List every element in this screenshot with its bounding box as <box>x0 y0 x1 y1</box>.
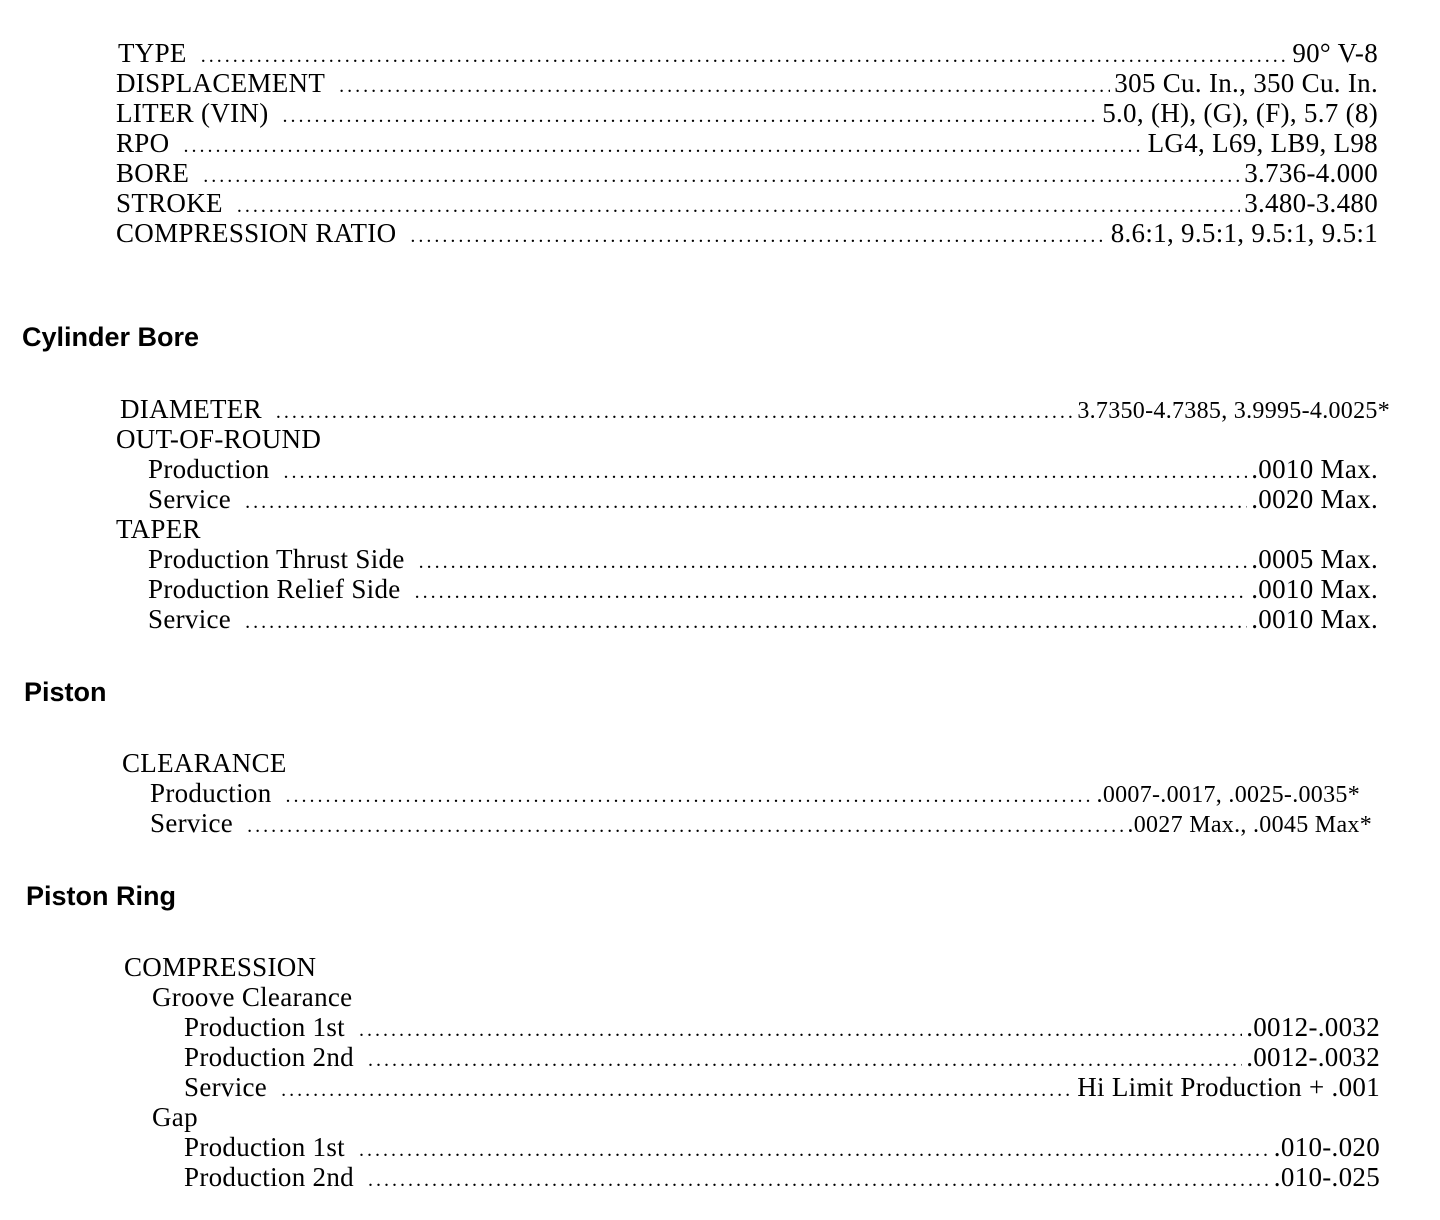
dot-leader <box>237 191 1240 221</box>
spec-label: Service <box>148 604 232 634</box>
dot-leader <box>201 41 1289 71</box>
dot-leader <box>283 101 1099 131</box>
spec-value: 3.736-4.000 <box>1244 158 1378 188</box>
spec-value: .0012-.0032 <box>1246 1042 1380 1072</box>
spec-row-displacement <box>116 68 1378 98</box>
spec-row-taper-service <box>148 604 1378 634</box>
spec-label: COMPRESSION RATIO <box>116 218 397 248</box>
subheading-taper: TAPER <box>116 514 201 544</box>
dot-leader <box>281 1075 1073 1105</box>
spec-row-diameter <box>120 394 1390 424</box>
section-heading-cylinder-bore: Cylinder Bore <box>22 322 200 352</box>
subheading-groove-clearance: Groove Clearance <box>152 982 353 1012</box>
spec-label: Service <box>148 484 232 514</box>
spec-row-gap-production-1st <box>184 1132 1380 1162</box>
spec-label: STROKE <box>116 188 223 218</box>
spec-label: Production Thrust Side <box>148 544 405 574</box>
dot-leader <box>359 1135 1270 1165</box>
spec-value: .0005 Max. <box>1251 544 1378 574</box>
spec-value: .010-.020 <box>1273 1132 1380 1162</box>
spec-value: .0027 Max., .0045 Max* <box>1127 812 1372 838</box>
subheading-compression: COMPRESSION <box>124 952 317 982</box>
spec-row-compression-ratio <box>116 218 1378 248</box>
dot-leader <box>415 577 1248 607</box>
spec-row-clearance-production <box>150 778 1360 808</box>
dot-leader <box>276 397 1073 427</box>
spec-value: 8.6:1, 9.5:1, 9.5:1, 9.5:1 <box>1110 218 1378 248</box>
spec-label: Production Relief Side <box>148 574 401 604</box>
spec-value: .010-.025 <box>1273 1162 1380 1192</box>
spec-row-gap-production-2nd <box>184 1162 1380 1192</box>
spec-label: Production 2nd <box>184 1042 354 1072</box>
spec-row-type <box>118 38 1378 68</box>
dot-leader <box>245 607 1247 637</box>
dot-leader <box>410 221 1106 251</box>
spec-value: .0010 Max. <box>1251 604 1378 634</box>
spec-value: Hi Limit Production + .001 <box>1077 1072 1380 1102</box>
spec-label: LITER (VIN) <box>116 98 269 128</box>
dot-leader <box>339 71 1110 101</box>
section-heading-piston-ring: Piston Ring <box>26 881 176 911</box>
spec-label: Service <box>150 808 234 838</box>
spec-row-oor-service <box>148 484 1378 514</box>
spec-label: Production <box>150 778 272 808</box>
spec-value: 305 Cu. In., 350 Cu. In. <box>1114 68 1378 98</box>
spec-row-taper-thrust <box>148 544 1378 574</box>
dot-leader <box>359 1015 1242 1045</box>
spec-label: Production <box>148 454 270 484</box>
dot-leader <box>284 457 1248 487</box>
dot-leader <box>183 131 1143 161</box>
dot-leader <box>247 811 1123 841</box>
spec-value: .0010 Max. <box>1251 454 1378 484</box>
spec-value: 90° V-8 <box>1292 38 1378 68</box>
spec-label: DISPLACEMENT <box>116 68 326 98</box>
spec-value: 3.7350-4.7385, 3.9995-4.0025* <box>1077 398 1390 424</box>
spec-label: BORE <box>116 158 190 188</box>
spec-row-rpo <box>116 128 1378 158</box>
spec-row-liter <box>116 98 1378 128</box>
dot-leader <box>286 781 1093 811</box>
spec-label: Service <box>184 1072 268 1102</box>
spec-row-groove-production-2nd <box>184 1042 1380 1072</box>
section-heading-piston: Piston <box>24 677 107 707</box>
dot-leader <box>368 1045 1242 1075</box>
spec-label: Production 2nd <box>184 1162 354 1192</box>
spec-row-stroke <box>116 188 1378 218</box>
spec-label: DIAMETER <box>120 394 262 424</box>
subheading-clearance: CLEARANCE <box>122 748 287 778</box>
subheading-gap: Gap <box>152 1102 198 1132</box>
spec-row-oor-production <box>148 454 1378 484</box>
dot-leader <box>419 547 1248 577</box>
spec-label: RPO <box>116 128 170 158</box>
spec-value: 3.480-3.480 <box>1244 188 1378 218</box>
spec-label: Production 1st <box>184 1132 345 1162</box>
spec-value: LG4, L69, LB9, L98 <box>1147 128 1378 158</box>
subheading-out-of-round: OUT-OF-ROUND <box>116 424 322 454</box>
spec-value: .0007-.0017, .0025-.0035* <box>1096 782 1360 808</box>
spec-row-bore <box>116 158 1378 188</box>
dot-leader <box>368 1165 1270 1195</box>
spec-value: .0012-.0032 <box>1246 1012 1380 1042</box>
spec-label: Production 1st <box>184 1012 345 1042</box>
spec-value: 5.0, (H), (G), (F), 5.7 (8) <box>1102 98 1378 128</box>
dot-leader <box>203 161 1240 191</box>
spec-value: .0020 Max. <box>1251 484 1378 514</box>
spec-row-clearance-service <box>150 808 1372 838</box>
spec-label: TYPE <box>118 38 187 68</box>
spec-row-groove-production-1st <box>184 1012 1380 1042</box>
spec-row-taper-relief <box>148 574 1378 604</box>
dot-leader <box>245 487 1247 517</box>
spec-value: .0010 Max. <box>1251 574 1378 604</box>
spec-row-groove-service <box>184 1072 1380 1102</box>
